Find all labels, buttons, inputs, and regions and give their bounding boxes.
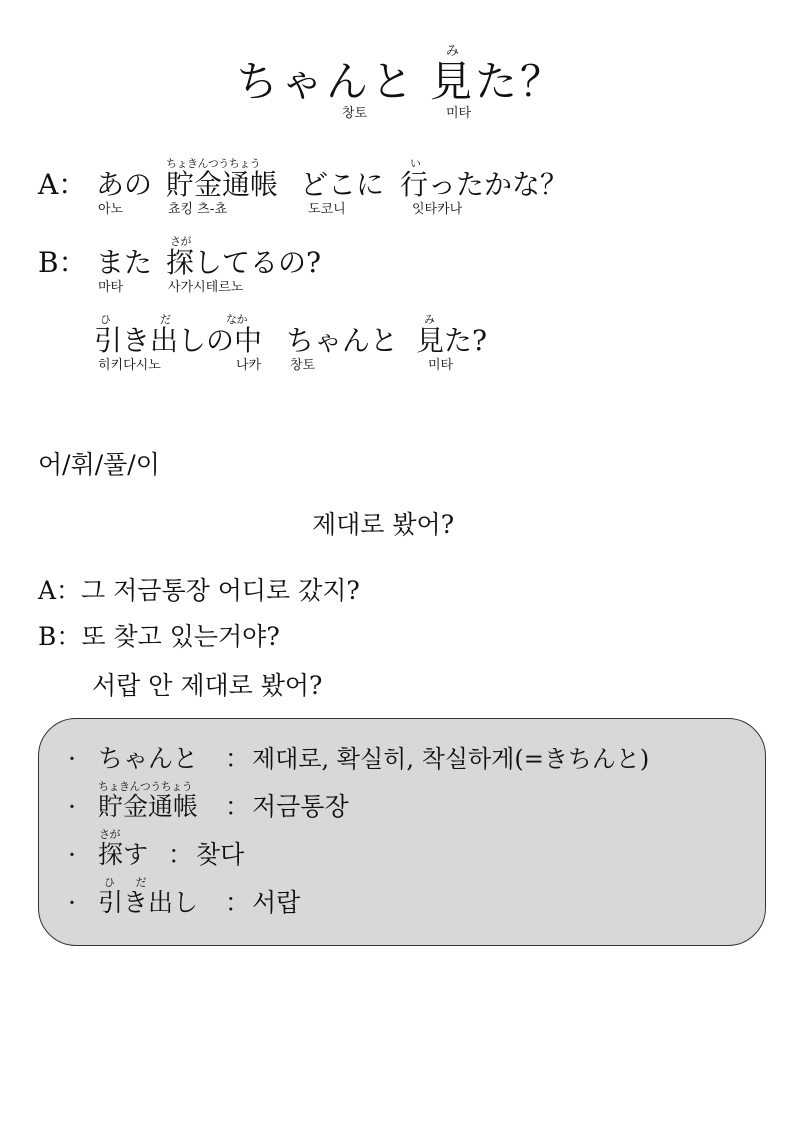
- title-reading1: 창토: [342, 106, 368, 121]
- a-reading2: 쵸킹 츠-쵸: [168, 202, 228, 217]
- a-part1: あの: [96, 168, 153, 201]
- glossary-bullet: ·: [68, 888, 76, 917]
- glossary-separator: ：: [225, 888, 251, 917]
- a-reading4: 잇타카나: [412, 202, 463, 217]
- glossary-term: 引き出し: [98, 888, 199, 917]
- c-reading3: 창토: [290, 358, 316, 373]
- translation-title: 제대로 봤어?: [312, 510, 455, 539]
- furigana-i: い: [410, 157, 421, 170]
- a-reading3: 도코니: [308, 202, 346, 217]
- glossary-meaning: 서랍: [252, 888, 301, 917]
- b-reading1: 마타: [98, 280, 124, 295]
- translation-line-a: A：그 저금통장 어디로 갔지?: [38, 576, 360, 605]
- glossary-bullet: ·: [68, 792, 76, 821]
- speaker-b: B：: [38, 246, 87, 279]
- c-reading1: 히키다시노: [98, 358, 161, 373]
- c-part3: 見た?: [416, 324, 488, 357]
- a-part3: どこに: [300, 168, 385, 201]
- glossary-furigana: さが: [99, 828, 120, 841]
- b-reading2: 사가시테르노: [168, 280, 244, 295]
- glossary-bullet: ·: [68, 840, 76, 869]
- glossary-term: 探す: [98, 840, 149, 869]
- glossary-meaning: 저금통장: [252, 792, 349, 821]
- title-reading2: 미타: [446, 106, 472, 121]
- glossary-separator: ：: [225, 744, 251, 773]
- a-part4: 行ったかな？: [400, 168, 569, 201]
- b-part1: また: [96, 246, 153, 279]
- a-reading1: 아노: [98, 202, 124, 217]
- b-part2: 探してるの?: [166, 246, 322, 279]
- furigana-da: だ: [160, 313, 171, 326]
- title-part1: ちゃんと: [236, 57, 417, 106]
- c-part1: 引き出しの中: [94, 324, 263, 357]
- glossary-meaning: 찾다: [196, 840, 245, 869]
- c-reading4: 미타: [428, 358, 454, 373]
- vocab-heading: 어/휘/풀/이: [38, 450, 160, 479]
- title-furigana: み: [446, 44, 459, 59]
- glossary-meaning: 제대로, 확실히, 착실하게(=きちんと): [252, 745, 650, 773]
- furigana-hi: ひ: [100, 313, 111, 326]
- glossary-term: 貯金通帳: [98, 792, 199, 821]
- furigana-saga: さが: [170, 235, 191, 248]
- translation-line-c: 서랍 안 제대로 봤어?: [92, 671, 323, 700]
- furigana-chokin: ちょきんつうちょう: [166, 157, 261, 170]
- translation-line-b: B：또 찾고 있는거야?: [38, 622, 280, 651]
- speaker-a: A：: [38, 168, 87, 201]
- glossary-furigana: ひ だ: [104, 876, 146, 889]
- c-part2: ちゃんと: [286, 324, 399, 357]
- glossary-term: ちゃんと: [98, 744, 199, 773]
- c-reading2: 나카: [236, 358, 262, 373]
- furigana-mi: み: [424, 313, 435, 326]
- glossary-separator: ：: [225, 792, 251, 821]
- glossary-furigana: ちょきんつうちょう: [98, 780, 193, 793]
- a-part2: 貯金通帳: [166, 168, 279, 201]
- furigana-naka: なか: [226, 313, 247, 326]
- title-part2: 見た？: [430, 57, 566, 106]
- glossary-separator: ：: [168, 840, 194, 869]
- glossary-bullet: ·: [68, 744, 76, 773]
